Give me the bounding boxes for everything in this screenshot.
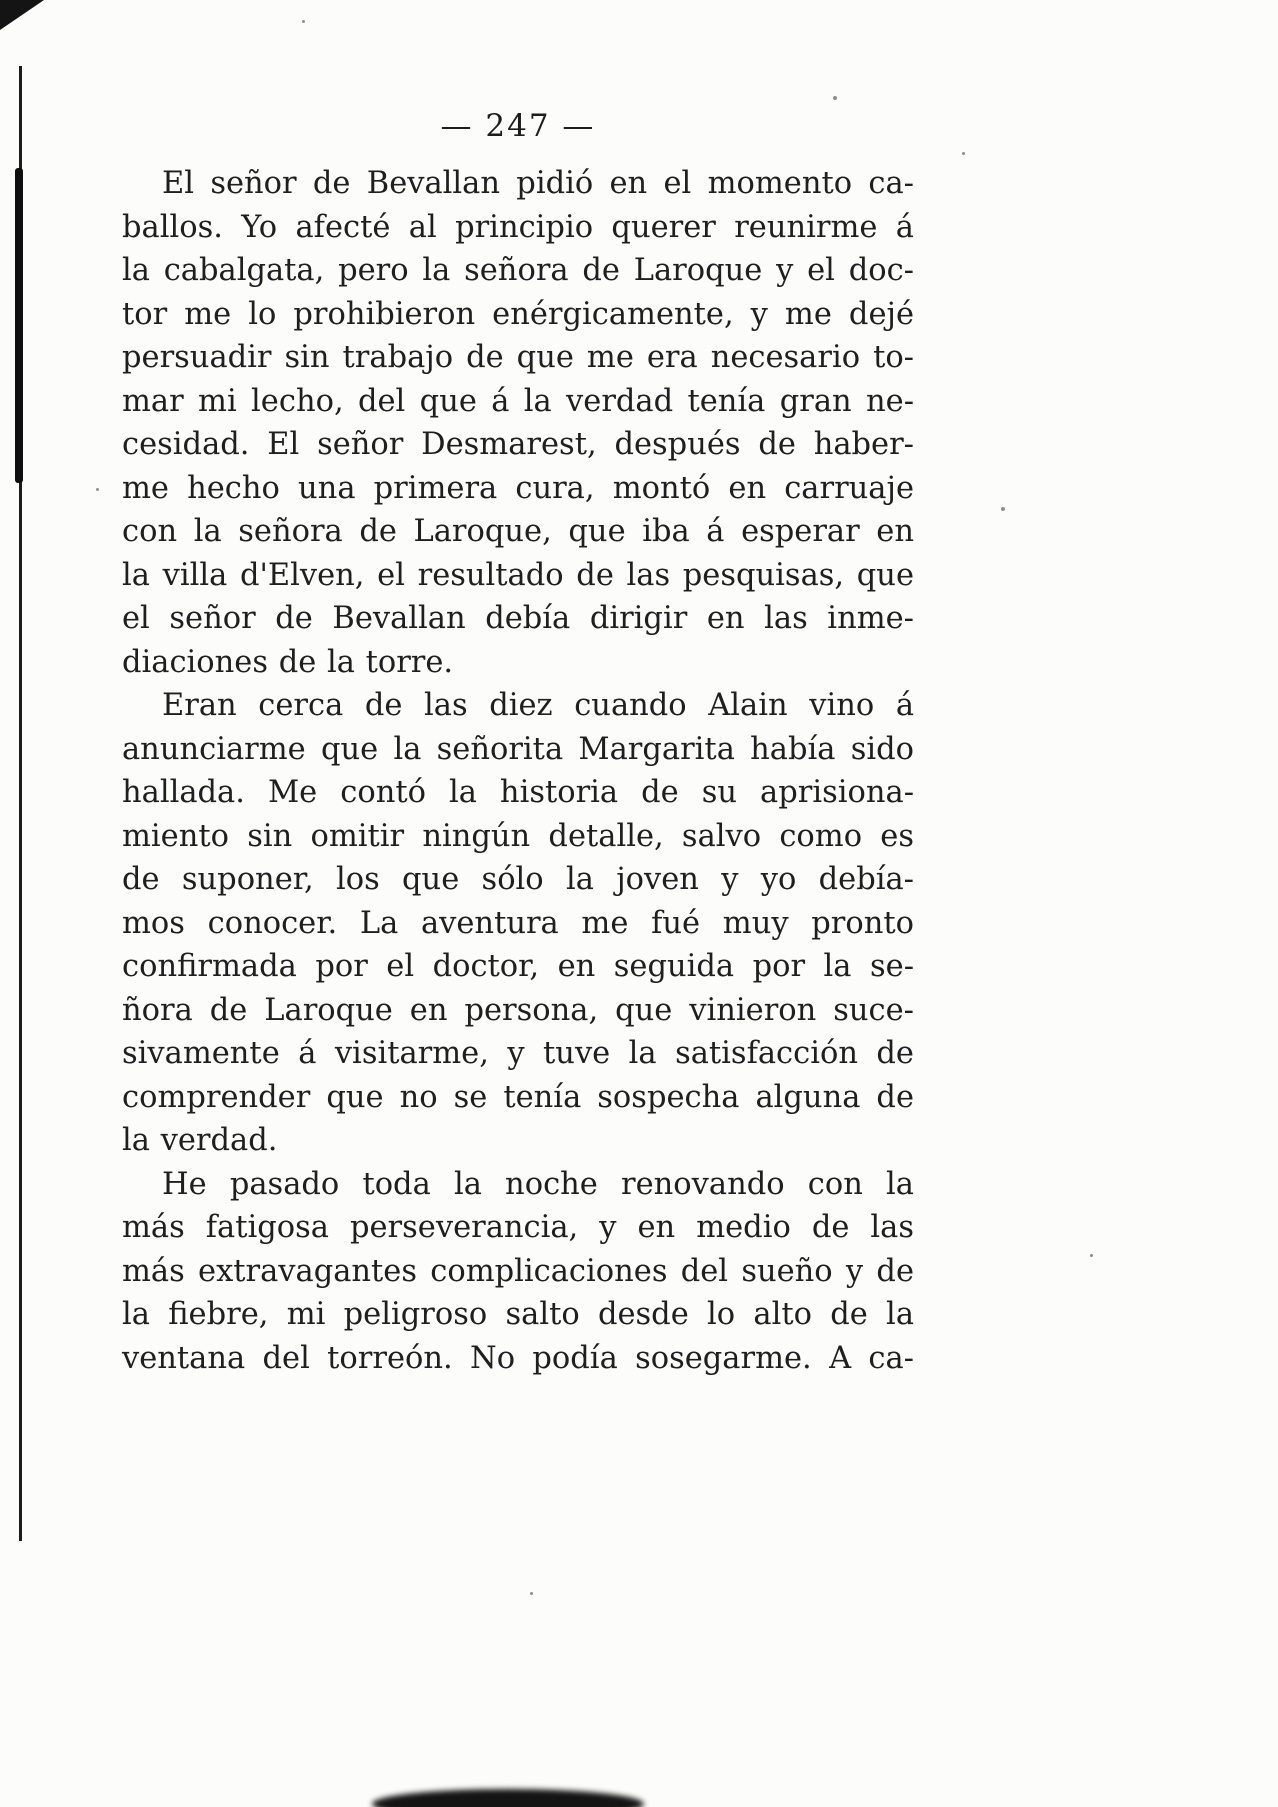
scan-speck [962,152,965,155]
text-line: comprender que no se tenía sospecha alguna de [122,1079,914,1115]
text-line: tor me lo prohibieron enérgicamente, y me dejé [122,296,914,332]
text-line: mar mi lecho, del que á la verdad tenía gran ne- [122,383,914,419]
text-line: confirmada por el doctor, en seguida por la se- [122,949,914,984]
text-line: El señor de Bevallan pidió en el momento ca- [162,166,914,201]
text-line: anunciarme que la señorita Margarita había sido [122,731,914,767]
scan-speck [530,1592,533,1595]
text-line: persuadir sin trabajo de que me era necesario to- [122,340,914,375]
text-line: diaciones de la torre. [122,644,454,680]
scan-speck [1090,1254,1093,1257]
scan-speck [96,488,99,491]
binding-spine-line-thick [15,168,23,483]
text-line: ballos. Yo afecté al principio querer reunirme á [122,209,914,245]
scan-speck [833,96,837,100]
text-line: la cabalgata, pero la señora de Laroque y el doc- [122,253,914,288]
paragraph [122,684,914,1163]
scan-speck [1001,507,1005,511]
text-line: sivamente á visitarme, y tuve la satisfacción de [122,1036,914,1071]
scan-speck [302,20,305,23]
text-line: más extravagantes complicaciones del sueño y de [122,1253,914,1289]
text-line: miento sin omitir ningún detalle, salvo como es [122,818,914,854]
scan-corner-artifact [0,0,44,30]
scan-bottom-smudge [372,1789,644,1807]
text-line: Eran cerca de las diez cuando Alain vino á [162,688,914,723]
text-line: He pasado toda la noche renovando con la [162,1166,914,1202]
text-line: la villa d'Elven, el resultado de las pesquisas, que [122,557,914,593]
text-line: de suponer, los que sólo la joven y yo debía- [122,862,914,897]
text-line: la verdad. [122,1123,278,1158]
paragraph [122,162,914,684]
text-column [122,108,914,1380]
paragraph [122,1163,914,1381]
text-line: mos conocer. La aventura me fué muy pronto [122,905,914,941]
text-line: hallada. Me contó la historia de su aprisiona- [122,775,914,810]
text-line: la fiebre, mi peligroso salto desde lo alto de la [122,1297,914,1332]
text-line: con la señora de Laroque, que iba á esperar en [122,514,914,549]
text-line: el señor de Bevallan debía dirigir en las inme- [122,601,914,636]
page-number: — 247 — [440,108,596,144]
text-line: ñora de Laroque en persona, que vinieron suce- [122,992,914,1028]
text-line: ventana del torreón. No podía sosegarme. A ca- [122,1340,914,1376]
text-line: me hecho una primera cura, montó en carruaje [122,470,914,506]
text-line: más fatigosa perseverancia, y en medio de las [122,1210,914,1245]
text-line: cesidad. El señor Desmarest, después de haber- [122,427,914,462]
page-text [122,162,914,1380]
